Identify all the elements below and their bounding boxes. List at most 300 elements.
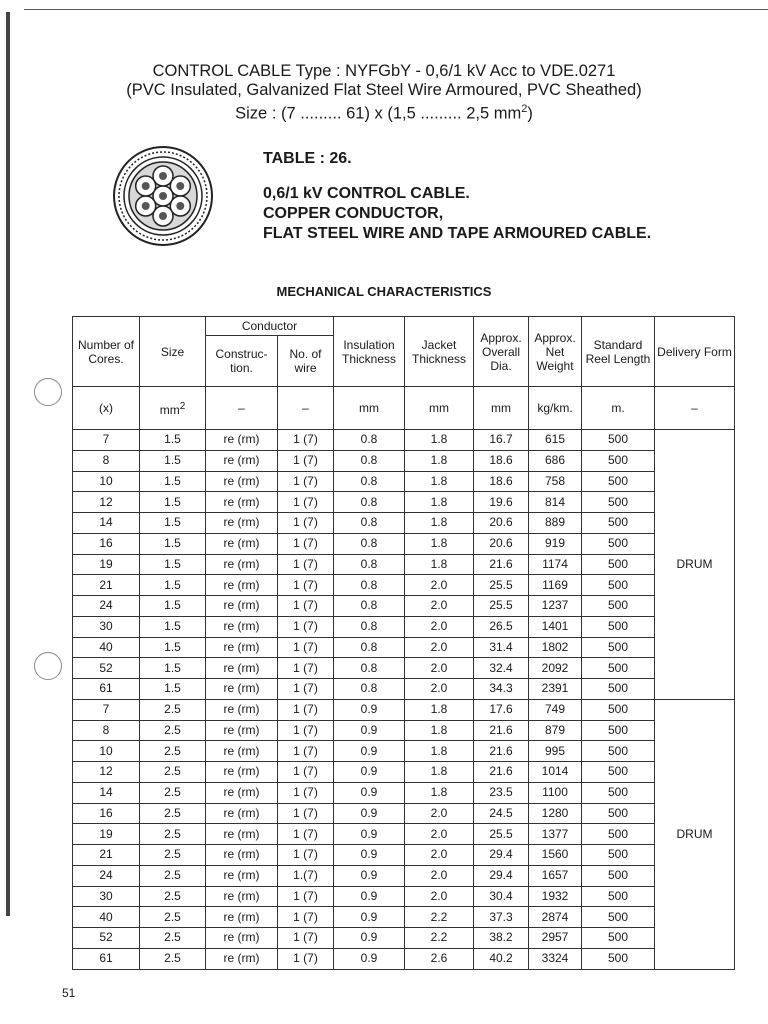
insulation-cell: 0.9	[334, 886, 405, 907]
construction-cell: re (rm)	[206, 533, 278, 554]
weight-cell: 995	[529, 741, 582, 762]
insulation-cell: 0.8	[334, 596, 405, 617]
delivery-form-cell: DRUM	[655, 699, 735, 969]
construction-cell: re (rm)	[206, 886, 278, 907]
size-cell: 2.5	[140, 741, 206, 762]
unit-cell: kg/km.	[529, 387, 582, 430]
table-row	[73, 741, 735, 762]
insulation-cell: 0.8	[334, 554, 405, 575]
jacket-cell: 2.0	[405, 658, 474, 679]
description-line-2: COPPER CONDUCTOR,	[263, 205, 444, 222]
size-cell: 2.5	[140, 928, 206, 949]
wire-cell: 1 (7)	[278, 492, 334, 513]
construction-cell: re (rm)	[206, 471, 278, 492]
reel-cell: 500	[582, 575, 655, 596]
unit-cell	[140, 387, 206, 430]
size-cell: 2.5	[140, 720, 206, 741]
reel-cell: 500	[582, 782, 655, 803]
weight-cell: 814	[529, 492, 582, 513]
unit-cell: –	[278, 387, 334, 430]
jacket-cell: 2.0	[405, 886, 474, 907]
table-row	[73, 782, 735, 803]
reel-cell: 500	[582, 928, 655, 949]
size-cell: 2.5	[140, 948, 206, 969]
reel-cell: 500	[582, 658, 655, 679]
diameter-cell: 25.5	[474, 596, 529, 617]
column-header-conductor: Conductor	[206, 317, 334, 336]
table-title: TABLE : 26.	[263, 150, 352, 167]
jacket-cell: 2.6	[405, 948, 474, 969]
jacket-cell: 1.8	[405, 492, 474, 513]
jacket-cell: 2.2	[405, 928, 474, 949]
size-cell: 1.5	[140, 471, 206, 492]
table-row	[73, 803, 735, 824]
size-unit-exponent: 2	[521, 103, 528, 115]
jacket-cell: 2.0	[405, 845, 474, 866]
table-row	[73, 865, 735, 886]
size-cell: 1.5	[140, 637, 206, 658]
construction-cell: re (rm)	[206, 928, 278, 949]
insulation-cell: 0.8	[334, 616, 405, 637]
construction-cell: re (rm)	[206, 430, 278, 451]
insulation-cell: 0.8	[334, 492, 405, 513]
cores-cell: 16	[73, 533, 140, 554]
table-row	[73, 679, 735, 700]
construction-cell: re (rm)	[206, 762, 278, 783]
wire-cell: 1 (7)	[278, 699, 334, 720]
reel-cell: 500	[582, 699, 655, 720]
reel-cell: 500	[582, 430, 655, 451]
weight-cell: 2957	[529, 928, 582, 949]
reel-cell: 500	[582, 637, 655, 658]
wire-cell: 1 (7)	[278, 845, 334, 866]
weight-cell: 1932	[529, 886, 582, 907]
cores-cell: 30	[73, 886, 140, 907]
cores-cell: 52	[73, 658, 140, 679]
cores-cell: 30	[73, 616, 140, 637]
mechanical-characteristics-table	[72, 316, 735, 970]
insulation-cell: 0.9	[334, 845, 405, 866]
size-cell: 1.5	[140, 450, 206, 471]
jacket-cell: 1.8	[405, 782, 474, 803]
unit-mm: mm	[159, 402, 180, 417]
weight-cell: 1014	[529, 762, 582, 783]
reel-cell: 500	[582, 554, 655, 575]
column-header-reel: Standard Reel Length	[582, 317, 655, 387]
diameter-cell: 17.6	[474, 699, 529, 720]
diameter-cell: 26.5	[474, 616, 529, 637]
construction-cell: re (rm)	[206, 554, 278, 575]
wire-cell: 1 (7)	[278, 658, 334, 679]
table-row	[73, 928, 735, 949]
cores-cell: 61	[73, 679, 140, 700]
table-row	[73, 554, 735, 575]
header-line-3	[0, 100, 768, 124]
weight-cell: 1237	[529, 596, 582, 617]
weight-cell: 758	[529, 471, 582, 492]
diameter-cell: 19.6	[474, 492, 529, 513]
weight-cell: 3324	[529, 948, 582, 969]
reel-cell: 500	[582, 679, 655, 700]
wire-cell: 1 (7)	[278, 762, 334, 783]
reel-cell: 500	[582, 907, 655, 928]
diameter-cell: 24.5	[474, 803, 529, 824]
header-line-1: CONTROL CABLE Type : NYFGbY - 0,6/1 kV Acc to VDE.0271	[152, 62, 616, 80]
description-line-1: 0,6/1 kV CONTROL CABLE.	[263, 185, 470, 202]
jacket-cell: 1.8	[405, 699, 474, 720]
insulation-cell: 0.9	[334, 928, 405, 949]
wire-cell: 1 (7)	[278, 554, 334, 575]
weight-cell: 919	[529, 533, 582, 554]
weight-cell: 2391	[529, 679, 582, 700]
weight-cell: 1401	[529, 616, 582, 637]
cores-cell: 19	[73, 554, 140, 575]
diameter-cell: 29.4	[474, 865, 529, 886]
insulation-cell: 0.9	[334, 948, 405, 969]
wire-cell: 1 (7)	[278, 720, 334, 741]
wire-cell: 1 (7)	[278, 430, 334, 451]
insulation-cell: 0.8	[334, 575, 405, 596]
insulation-cell: 0.8	[334, 430, 405, 451]
jacket-cell: 1.8	[405, 554, 474, 575]
reel-cell: 500	[582, 450, 655, 471]
cores-cell: 61	[73, 948, 140, 969]
construction-cell: re (rm)	[206, 596, 278, 617]
cores-cell: 21	[73, 575, 140, 596]
table-row	[73, 720, 735, 741]
insulation-cell: 0.8	[334, 450, 405, 471]
diameter-cell: 21.6	[474, 741, 529, 762]
reel-cell: 500	[582, 803, 655, 824]
construction-cell: re (rm)	[206, 679, 278, 700]
insulation-cell: 0.9	[334, 699, 405, 720]
size-range: Size : (7 ......... 61) x (1,5 ......... 2,5 mm	[235, 104, 522, 123]
table-body	[73, 387, 735, 970]
insulation-cell: 0.8	[334, 637, 405, 658]
cores-cell: 16	[73, 803, 140, 824]
unit-cell: mm	[474, 387, 529, 430]
cores-cell: 24	[73, 865, 140, 886]
unit-cell: –	[206, 387, 278, 430]
jacket-cell: 2.0	[405, 865, 474, 886]
diameter-cell: 37.3	[474, 907, 529, 928]
cores-cell: 40	[73, 637, 140, 658]
cores-cell: 7	[73, 699, 140, 720]
size-cell: 1.5	[140, 430, 206, 451]
jacket-cell: 2.0	[405, 803, 474, 824]
cores-cell: 7	[73, 430, 140, 451]
table-row	[73, 513, 735, 534]
insulation-cell: 0.9	[334, 803, 405, 824]
reel-cell: 500	[582, 886, 655, 907]
cores-cell: 24	[73, 596, 140, 617]
column-header-size: Size	[140, 317, 206, 387]
wire-cell: 1 (7)	[278, 471, 334, 492]
insulation-cell: 0.8	[334, 658, 405, 679]
insulation-cell: 0.8	[334, 471, 405, 492]
construction-cell: re (rm)	[206, 948, 278, 969]
construction-cell: re (rm)	[206, 699, 278, 720]
diameter-cell: 25.5	[474, 824, 529, 845]
page-left-edge	[6, 12, 10, 916]
insulation-cell: 0.9	[334, 720, 405, 741]
unit-exponent: 2	[179, 400, 186, 412]
cores-cell: 10	[73, 471, 140, 492]
unit-cell: m.	[582, 387, 655, 430]
unit-cell: (x)	[73, 387, 140, 430]
table-row	[73, 616, 735, 637]
jacket-cell: 1.8	[405, 471, 474, 492]
top-rule	[24, 9, 768, 10]
weight-cell: 1169	[529, 575, 582, 596]
jacket-cell: 1.8	[405, 762, 474, 783]
table-row	[73, 533, 735, 554]
jacket-cell: 1.8	[405, 513, 474, 534]
diameter-cell: 25.5	[474, 575, 529, 596]
size-cell: 2.5	[140, 886, 206, 907]
size-cell: 2.5	[140, 845, 206, 866]
size-cell: 2.5	[140, 699, 206, 720]
wire-cell: 1 (7)	[278, 575, 334, 596]
jacket-cell: 2.0	[405, 596, 474, 617]
jacket-cell: 2.0	[405, 575, 474, 596]
construction-cell: re (rm)	[206, 865, 278, 886]
insulation-cell: 0.9	[334, 865, 405, 886]
cores-cell: 14	[73, 513, 140, 534]
diameter-cell: 21.6	[474, 720, 529, 741]
section-title: MECHANICAL CHARACTERISTICS	[276, 284, 492, 299]
cores-cell: 40	[73, 907, 140, 928]
table-row	[73, 471, 735, 492]
construction-cell: re (rm)	[206, 575, 278, 596]
table-row	[73, 762, 735, 783]
table-row	[73, 575, 735, 596]
weight-cell: 879	[529, 720, 582, 741]
diameter-cell: 32.4	[474, 658, 529, 679]
diameter-cell: 20.6	[474, 513, 529, 534]
diameter-cell: 18.6	[474, 450, 529, 471]
table-row	[73, 886, 735, 907]
table-row	[73, 824, 735, 845]
reel-cell: 500	[582, 865, 655, 886]
jacket-cell: 2.0	[405, 616, 474, 637]
construction-cell: re (rm)	[206, 907, 278, 928]
column-header-no-of-wire: No. of wire	[278, 336, 334, 387]
reel-cell: 500	[582, 513, 655, 534]
insulation-cell: 0.8	[334, 679, 405, 700]
wire-cell: 1.(7)	[278, 865, 334, 886]
weight-cell: 2092	[529, 658, 582, 679]
wire-cell: 1 (7)	[278, 782, 334, 803]
weight-cell: 686	[529, 450, 582, 471]
unit-cell: mm	[405, 387, 474, 430]
table-row	[73, 845, 735, 866]
weight-cell: 1657	[529, 865, 582, 886]
jacket-cell: 1.8	[405, 533, 474, 554]
wire-cell: 1 (7)	[278, 450, 334, 471]
weight-cell: 615	[529, 430, 582, 451]
jacket-cell: 2.0	[405, 637, 474, 658]
construction-cell: re (rm)	[206, 658, 278, 679]
cores-cell: 19	[73, 824, 140, 845]
construction-cell: re (rm)	[206, 803, 278, 824]
wire-cell: 1 (7)	[278, 533, 334, 554]
diameter-cell: 38.2	[474, 928, 529, 949]
weight-cell: 1802	[529, 637, 582, 658]
wire-cell: 1 (7)	[278, 679, 334, 700]
diameter-cell: 21.6	[474, 762, 529, 783]
page-number: 51	[62, 986, 76, 1000]
insulation-cell: 0.9	[334, 762, 405, 783]
weight-cell: 1174	[529, 554, 582, 575]
diameter-cell: 29.4	[474, 845, 529, 866]
table-row	[73, 450, 735, 471]
cores-cell: 8	[73, 720, 140, 741]
wire-cell: 1 (7)	[278, 616, 334, 637]
column-header-jacket: Jacket Thickness	[405, 317, 474, 387]
weight-cell: 1377	[529, 824, 582, 845]
wire-cell: 1 (7)	[278, 886, 334, 907]
size-cell: 2.5	[140, 824, 206, 845]
construction-cell: re (rm)	[206, 824, 278, 845]
cores-cell: 21	[73, 845, 140, 866]
reel-cell: 500	[582, 741, 655, 762]
column-header-cores: Number of Cores.	[73, 317, 140, 387]
units-row	[73, 387, 735, 430]
wire-cell: 1 (7)	[278, 824, 334, 845]
size-range-close: )	[527, 104, 533, 123]
size-cell: 1.5	[140, 533, 206, 554]
diameter-cell: 16.7	[474, 430, 529, 451]
size-cell: 1.5	[140, 616, 206, 637]
document-header	[0, 62, 768, 124]
description-line-3: FLAT STEEL WIRE AND TAPE ARMOURED CABLE.	[263, 225, 652, 242]
diameter-cell: 40.2	[474, 948, 529, 969]
wire-cell: 1 (7)	[278, 948, 334, 969]
weight-cell: 749	[529, 699, 582, 720]
reel-cell: 500	[582, 720, 655, 741]
jacket-cell: 1.8	[405, 720, 474, 741]
cores-cell: 8	[73, 450, 140, 471]
unit-cell: –	[655, 387, 735, 430]
table-row	[73, 907, 735, 928]
diameter-cell: 20.6	[474, 533, 529, 554]
cores-cell: 12	[73, 492, 140, 513]
table-row	[73, 948, 735, 969]
construction-cell: re (rm)	[206, 492, 278, 513]
table-row	[73, 658, 735, 679]
reel-cell: 500	[582, 533, 655, 554]
reel-cell: 500	[582, 845, 655, 866]
diameter-cell: 34.3	[474, 679, 529, 700]
column-header-delivery: Delivery Form	[655, 317, 735, 387]
construction-cell: re (rm)	[206, 741, 278, 762]
delivery-form-cell: DRUM	[655, 430, 735, 700]
column-header-diameter: Approx. Overall Dia.	[474, 317, 529, 387]
wire-cell: 1 (7)	[278, 907, 334, 928]
table-row	[73, 430, 735, 451]
wire-cell: 1 (7)	[278, 928, 334, 949]
jacket-cell: 1.8	[405, 741, 474, 762]
jacket-cell: 1.8	[405, 450, 474, 471]
cores-cell: 10	[73, 741, 140, 762]
weight-cell: 1100	[529, 782, 582, 803]
diameter-cell: 21.6	[474, 554, 529, 575]
unit-cell: mm	[334, 387, 405, 430]
weight-cell: 889	[529, 513, 582, 534]
size-cell: 1.5	[140, 679, 206, 700]
reel-cell: 500	[582, 616, 655, 637]
insulation-cell: 0.9	[334, 907, 405, 928]
diameter-cell: 23.5	[474, 782, 529, 803]
column-header-weight: Approx. Net Weight	[529, 317, 582, 387]
construction-cell: re (rm)	[206, 782, 278, 803]
weight-cell: 2874	[529, 907, 582, 928]
cable-cross-section-icon	[112, 145, 214, 247]
punch-hole	[34, 378, 62, 406]
wire-cell: 1 (7)	[278, 741, 334, 762]
size-cell: 1.5	[140, 575, 206, 596]
column-header-construction: Construc- tion.	[206, 336, 278, 387]
weight-cell: 1280	[529, 803, 582, 824]
size-cell: 2.5	[140, 865, 206, 886]
size-cell: 2.5	[140, 762, 206, 783]
size-cell: 1.5	[140, 596, 206, 617]
cores-cell: 14	[73, 782, 140, 803]
insulation-cell: 0.9	[334, 741, 405, 762]
table-row	[73, 596, 735, 617]
cores-cell: 12	[73, 762, 140, 783]
header-line-2: (PVC Insulated, Galvanized Flat Steel Wire Armoured, PVC Sheathed)	[126, 81, 642, 99]
size-cell: 2.5	[140, 803, 206, 824]
reel-cell: 500	[582, 762, 655, 783]
table-row	[73, 492, 735, 513]
construction-cell: re (rm)	[206, 513, 278, 534]
insulation-cell: 0.9	[334, 782, 405, 803]
insulation-cell: 0.8	[334, 533, 405, 554]
reel-cell: 500	[582, 824, 655, 845]
size-cell: 1.5	[140, 658, 206, 679]
construction-cell: re (rm)	[206, 616, 278, 637]
jacket-cell: 2.0	[405, 824, 474, 845]
reel-cell: 500	[582, 471, 655, 492]
wire-cell: 1 (7)	[278, 596, 334, 617]
construction-cell: re (rm)	[206, 450, 278, 471]
reel-cell: 500	[582, 492, 655, 513]
punch-hole	[34, 652, 62, 680]
diameter-cell: 30.4	[474, 886, 529, 907]
size-cell: 1.5	[140, 492, 206, 513]
table-row	[73, 699, 735, 720]
table-row	[73, 637, 735, 658]
jacket-cell: 2.0	[405, 679, 474, 700]
diameter-cell: 31.4	[474, 637, 529, 658]
reel-cell: 500	[582, 596, 655, 617]
insulation-cell: 0.8	[334, 513, 405, 534]
weight-cell: 1560	[529, 845, 582, 866]
construction-cell: re (rm)	[206, 637, 278, 658]
construction-cell: re (rm)	[206, 720, 278, 741]
size-cell: 2.5	[140, 907, 206, 928]
diameter-cell: 18.6	[474, 471, 529, 492]
jacket-cell: 2.2	[405, 907, 474, 928]
cores-cell: 52	[73, 928, 140, 949]
wire-cell: 1 (7)	[278, 803, 334, 824]
wire-cell: 1 (7)	[278, 513, 334, 534]
size-cell: 2.5	[140, 782, 206, 803]
column-header-insulation: Insulation Thickness	[334, 317, 405, 387]
construction-cell: re (rm)	[206, 845, 278, 866]
